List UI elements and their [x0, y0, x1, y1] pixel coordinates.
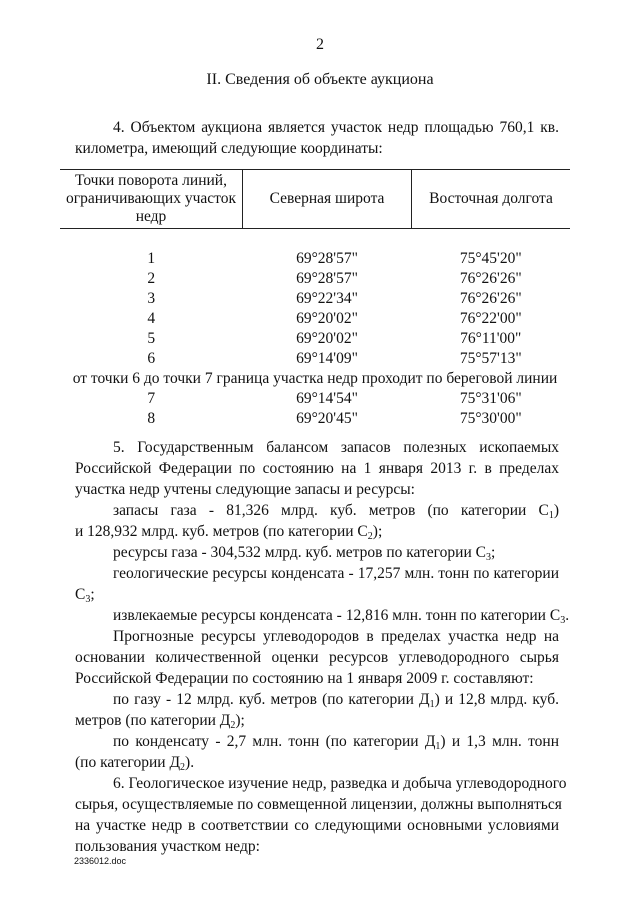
latitude-cell: 69°28'57": [296, 250, 358, 267]
forecast-gas-line-a: по газу - 12 млрд. куб. метров (по категории $Д_1$) и 12,8 млрд. куб.: [113, 691, 559, 710]
latitude-cell: 69°20'45": [296, 410, 358, 427]
latitude-cell: 69°22'34": [296, 290, 358, 307]
longitude-cell: 75°45'20": [459, 250, 522, 267]
table-note-body: [60, 369, 570, 389]
longitude-cell: 76°22'00": [459, 310, 522, 327]
forecast-line-1: Прогнозные ресурсы углеводородов в пределах участка недр на: [113, 628, 559, 645]
latitude-cell: 69°20'02": [296, 310, 358, 327]
header-north-latitude: Северная широта: [243, 170, 412, 229]
point-cell: 3: [147, 290, 156, 307]
p6-line-1: 6. Геологическое изучение недр, разведка и добыча углеводородного: [113, 775, 567, 792]
table-row: [60, 389, 570, 409]
header-turning-points: Точки поворота линий, ограничивающих участок недр: [60, 170, 243, 229]
recoverable-condensate-line: извлекаемые ресурсы конденсата - 12,816 млн. тонн по категории $С_3$.: [113, 607, 570, 626]
latitude-cell: 69°20'02": [296, 330, 358, 347]
table-row: [60, 269, 570, 289]
p4-line-1: 4. Объектом аукциона является участок недр площадью 760,1 кв.: [113, 119, 559, 136]
point-cell: 7: [147, 390, 156, 407]
p6-line-3: на участке недр в соответствии со следующими основными условиями: [75, 817, 559, 834]
longitude-cell: 75°31'06": [459, 390, 522, 407]
table-header-row: [60, 170, 570, 229]
file-name-footer: 2336012.doc: [74, 856, 127, 866]
table-row: [60, 349, 570, 369]
page-number: 2: [316, 36, 324, 53]
p5-line-2: Российской Федерации по состоянию на 1 января 2013 г. в пределах: [75, 460, 559, 477]
longitude-cell: 75°30'00": [459, 410, 522, 427]
p6-line-2: сырья, осуществляемые по совмещенной лицензии, должны выполняться: [75, 796, 562, 813]
point-cell: 5: [147, 330, 156, 347]
geo-condensate-line-b: $С_3$;: [75, 586, 95, 605]
point-cell: 6: [147, 350, 156, 367]
table-row: [60, 289, 570, 309]
section-title: II. Сведения об объекте аукциона: [206, 71, 434, 88]
longitude-cell: 75°57'13": [459, 350, 522, 367]
latitude-cell: 69°14'09": [296, 350, 358, 367]
forecast-condensate-line-a: по конденсату - 2,7 млн. тонн (по категории $Д_1$) и 1,3 млн. тонн: [113, 733, 559, 752]
gas-reserves-line-b: и 128,932 млрд. куб. метров (по категории $С_2$);: [75, 523, 383, 542]
spacer-row: [60, 229, 570, 250]
point-cell: 1: [147, 250, 156, 267]
table-row: [60, 249, 570, 269]
latitude-cell: 69°14'54": [296, 390, 358, 407]
boundary-note: от точки 6 до точки 7 граница участка недр проходит по береговой линии: [72, 370, 558, 387]
p5-line-1: 5. Государственным балансом запасов полезных ископаемых: [113, 439, 559, 456]
table-row: [60, 409, 570, 429]
point-cell: 8: [147, 410, 156, 427]
table-body-b: [60, 389, 570, 429]
coordinates-table: [60, 169, 570, 429]
gas-reserves-line-a: запасы газа - 81,326 млрд. куб. метров (по категории $С_1$): [113, 502, 559, 521]
point-cell: 4: [147, 310, 156, 327]
forecast-line-2: основании количественной оценки ресурсов углеводородного сырья: [75, 649, 559, 666]
forecast-line-3: Российской Федерации по состоянию на 1 января 2009 г. составляют:: [75, 670, 534, 687]
header-east-longitude: Восточная долгота: [412, 170, 571, 229]
longitude-cell: 76°26'26": [459, 290, 522, 307]
latitude-cell: 69°28'57": [296, 270, 358, 287]
p5-line-3: участка недр учтены следующие запасы и ресурсы:: [75, 481, 415, 498]
longitude-cell: 76°26'26": [459, 270, 522, 287]
table-body-a: [60, 229, 570, 370]
point-cell: 2: [147, 270, 156, 287]
p6-line-4: пользования участком недр:: [75, 838, 260, 855]
p4-line-2: километра, имеющий следующие координаты:: [75, 140, 383, 157]
gas-resources-line: ресурсы газа - 304,532 млрд. куб. метров по категории $С_3$;: [113, 544, 496, 563]
forecast-gas-line-b: метров (по категории $Д_2$);: [75, 712, 245, 731]
table-row: [60, 329, 570, 349]
longitude-cell: 76°11'00": [460, 330, 522, 347]
table-row: [60, 309, 570, 329]
table-note-row: [60, 369, 570, 389]
forecast-condensate-line-b: (по категории $Д_2$).: [75, 754, 195, 773]
geo-condensate-line-a: геологические ресурсы конденсата - 17,257 млн. тонн по категории: [113, 565, 559, 582]
